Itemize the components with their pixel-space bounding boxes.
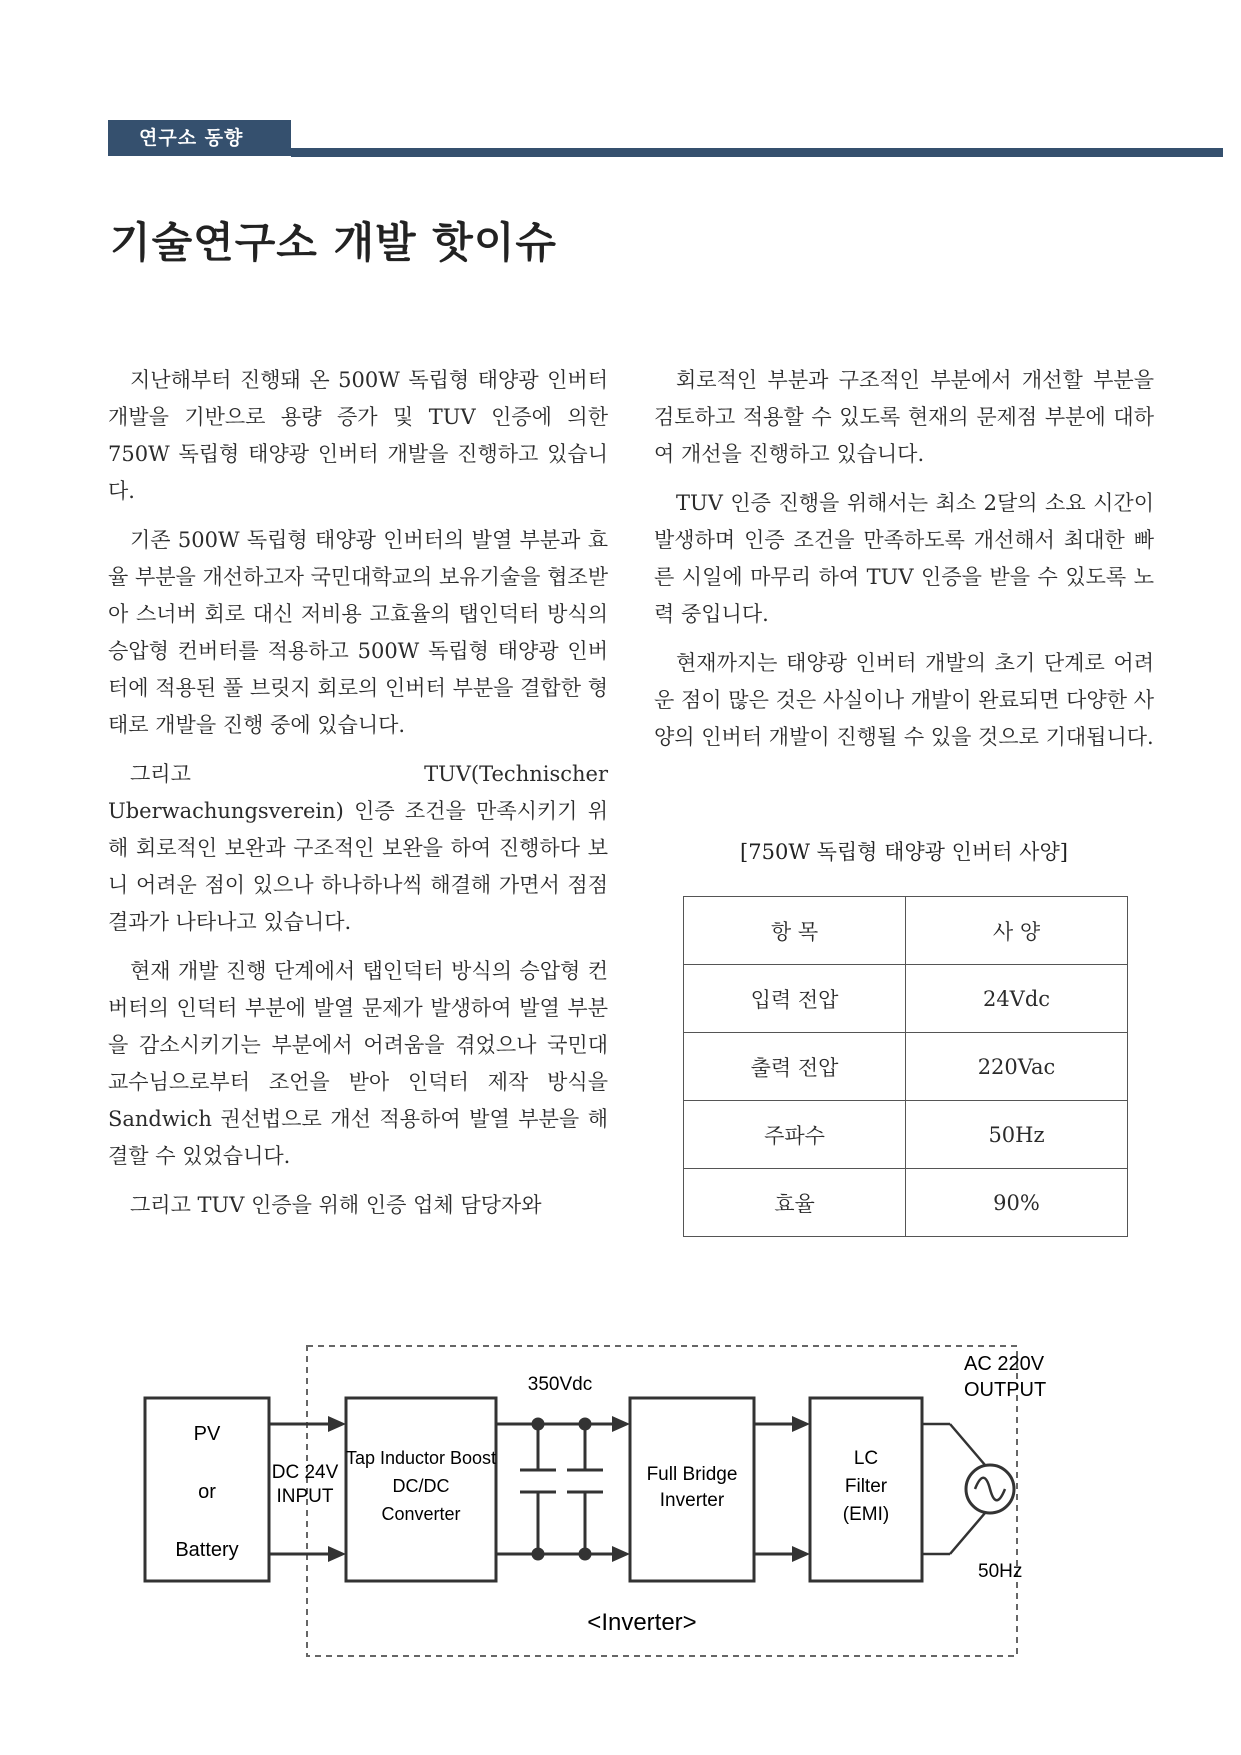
dc-bus — [496, 1416, 630, 1562]
source-label: PV — [193, 1423, 221, 1445]
table-cell: 220Vac — [906, 1033, 1128, 1101]
table-header-cell: 사 양 — [906, 897, 1128, 965]
table-row — [684, 1169, 1128, 1237]
right-column — [654, 362, 1154, 768]
bus-voltage-label: 350Vdc — [527, 1374, 593, 1395]
paragraph: 그리고 TUV(Technischer Uberwachungsverein) 인증 조건을 만족시키기 위해 회로적인 보완과 구조적인 보완을 하여 진행하다 보니 어려운 점이 있으나 하나하나씩 해결해 가면서 점점 결과가 나타나고 있습니다. — [108, 762, 608, 934]
section-tab: 연구소 동향 — [108, 120, 291, 156]
table-cell: 90% — [906, 1169, 1128, 1237]
paragraph: 그리고 TUV 인증을 위해 인증 업체 담당자와 — [130, 1193, 542, 1217]
table-row — [684, 965, 1128, 1033]
diagram-caption: <Inverter> — [587, 1609, 697, 1636]
section-rule — [291, 148, 1223, 157]
table-cell: 효율 — [684, 1169, 906, 1237]
source-label: or — [198, 1481, 216, 1503]
left-column — [108, 362, 608, 1236]
filter-arrows — [754, 1416, 810, 1562]
table-row — [684, 1033, 1128, 1101]
table-header-row — [684, 897, 1128, 965]
converter-label: DC/DC — [392, 1476, 450, 1496]
table-cell: 출력 전압 — [684, 1033, 906, 1101]
filter-label: LC — [853, 1448, 879, 1469]
paragraph: 현재까지는 태양광 인버터 개발의 초기 단계로 어려운 점이 많은 것은 사실이나 개발이 완료되면 다양한 사양의 인버터 개발이 진행될 수 있을 것으로 기대됩니다. — [654, 651, 1154, 749]
frequency-label: 50Hz — [978, 1561, 1023, 1582]
paragraph: 현재 개발 진행 단계에서 탭인덕터 방식의 승압형 컨버터의 인덕터 부분에 발열 문제가 발생하여 발열 부분을 감소시키기는 부분에서 어려움을 겪었으나 국민대 교수님으로부터 조언을 받아 인덕터 제작 방식을 Sandwich 권선법으로 개선 적용하여 발열 부분을 해결할 수 있었습니다. — [108, 959, 608, 1168]
page-title: 기술연구소 개발 핫이슈 — [110, 218, 557, 267]
converter-label: Converter — [381, 1504, 461, 1524]
filter-label: Filter — [844, 1476, 888, 1497]
filter-label: (EMI) — [842, 1504, 890, 1525]
paragraph: 기존 500W 독립형 태양광 인버터의 발열 부분과 효율 부분을 개선하고자 국민대학교의 보유기술을 협조받아 스너버 회로 대신 저비용 고효율의 탭인덕터 방식의 승압형 컨버터를 적용하고 500W 독립형 태양광 인버터에 적용된 풀 브릿지 회로의 인버터 부분을 결합한 형태로 개발을 진행 중에 있습니다. — [108, 528, 608, 737]
table-header-cell: 항 목 — [684, 897, 906, 965]
table-cell: 24Vdc — [906, 965, 1128, 1033]
output-label: AC 220V — [964, 1353, 1045, 1375]
table-cell: 50Hz — [906, 1101, 1128, 1169]
table-caption: [750W 독립형 태양광 인버터 사양] — [740, 840, 1068, 864]
paragraph: 회로적인 부분과 구조적인 부분에서 개선할 부분을 검토하고 적용할 수 있도록 현재의 문제점 부분에 대하여 개선을 진행하고 있습니다. — [654, 368, 1154, 466]
paragraph: TUV 인증 진행을 위해서는 최소 2달의 소요 시간이 발생하며 인증 조건을 만족하도록 개선해서 최대한 빠른 시일에 마무리 하여 TUV 인증을 받을 수 있도록 노력 중입니다. — [654, 491, 1154, 626]
inverter-block-diagram — [130, 1340, 1130, 1670]
input-label: DC 24V — [271, 1462, 339, 1483]
table-cell: 주파수 — [684, 1101, 906, 1169]
output-label: OUTPUT — [964, 1379, 1047, 1401]
converter-label: Tap Inductor Boost — [345, 1448, 497, 1468]
spec-table — [683, 896, 1128, 1237]
table-cell: 입력 전압 — [684, 965, 906, 1033]
table-row — [684, 1101, 1128, 1169]
source-label: Battery — [175, 1539, 239, 1561]
paragraph: 지난해부터 진행돼 온 500W 독립형 태양광 인버터 개발을 기반으로 용량 증가 및 TUV 인증에 의한 750W 독립형 태양광 인버터 개발을 진행하고 있습니다. — [108, 368, 608, 503]
inverter-label: Full Bridge — [646, 1464, 738, 1485]
input-label: INPUT — [276, 1486, 334, 1507]
inverter-label: Inverter — [659, 1490, 725, 1511]
